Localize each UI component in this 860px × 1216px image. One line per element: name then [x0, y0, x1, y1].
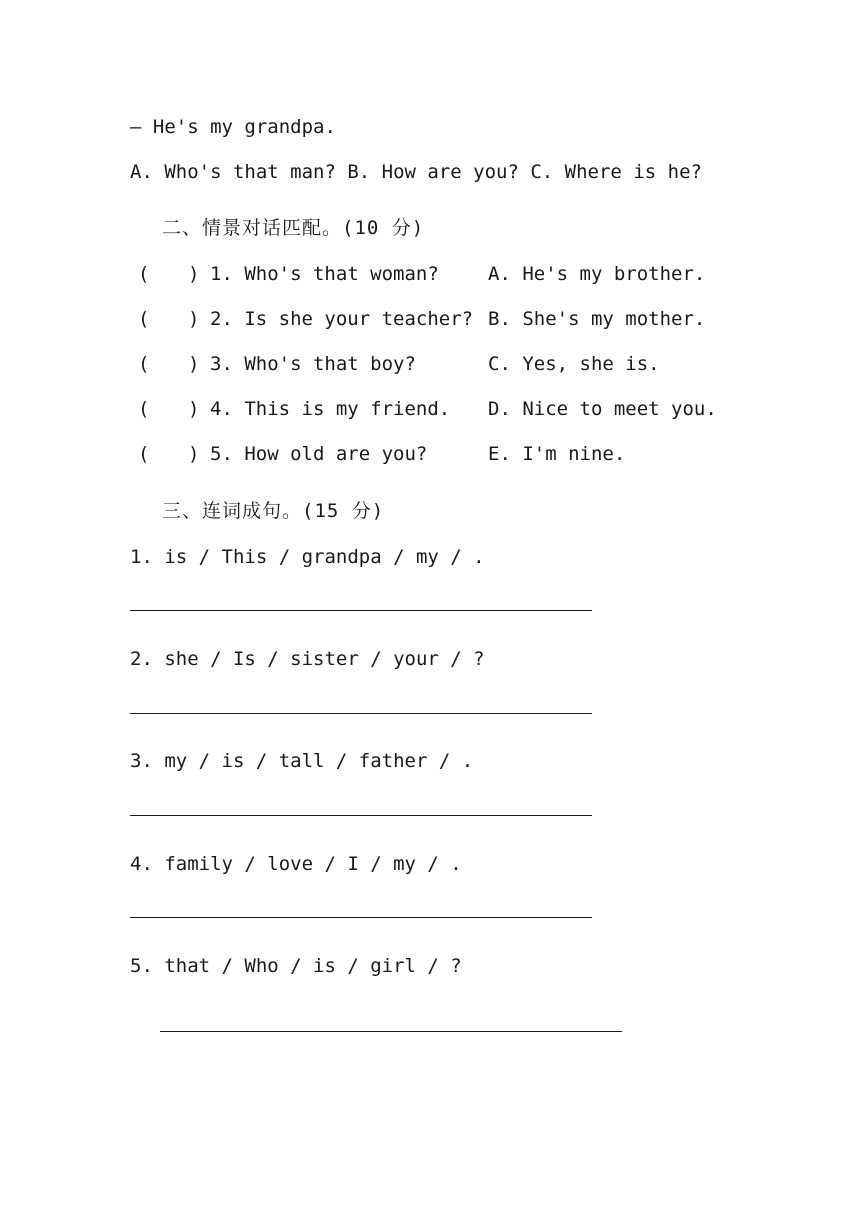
match-row-2 — [138, 308, 706, 332]
scramble-item-5: 5. that / Who / is / girl / ? — [130, 955, 462, 977]
match-question: 1. Who's that woman? — [210, 263, 439, 285]
answer-paren-open: ( — [138, 353, 150, 375]
answer-line-1[interactable] — [130, 610, 592, 611]
match-answer: A. He's my brother. — [488, 263, 706, 285]
answer-paren-close: ) — [188, 353, 200, 375]
scramble-item-3: 3. my / is / tall / father / . — [130, 750, 474, 772]
answer-line-2[interactable] — [130, 713, 592, 714]
scramble-item-1: 1. is / This / grandpa / my / . — [130, 546, 485, 568]
match-row-3 — [138, 353, 660, 377]
match-row-1 — [138, 263, 706, 287]
answer-line-5[interactable] — [160, 1031, 622, 1032]
answer-paren-open: ( — [138, 443, 150, 465]
match-answer: B. She's my mother. — [488, 308, 706, 330]
answer-paren-open: ( — [138, 263, 150, 285]
answer-paren-close: ) — [188, 443, 200, 465]
answer-line-3[interactable] — [130, 815, 592, 816]
options-line: A. Who's that man? B. How are you? C. Where is he? — [130, 161, 702, 183]
response-line: — He's my grandpa. — [130, 116, 336, 138]
answer-paren-close: ) — [188, 263, 200, 285]
section3-heading: 三、连词成句。(15 分) — [162, 500, 385, 522]
answer-paren-open: ( — [138, 398, 150, 420]
answer-paren-open: ( — [138, 308, 150, 330]
match-question: 5. How old are you? — [210, 443, 428, 465]
match-row-4 — [138, 398, 717, 422]
match-question: 2. Is she your teacher? — [210, 308, 474, 330]
match-answer: E. I'm nine. — [488, 443, 626, 465]
match-answer: D. Nice to meet you. — [488, 398, 717, 420]
section2-heading: 二、情景对话匹配。(10 分) — [162, 217, 425, 239]
match-row-5 — [138, 443, 626, 467]
answer-paren-close: ) — [188, 398, 200, 420]
match-question: 4. This is my friend. — [210, 398, 451, 420]
match-answer: C. Yes, she is. — [488, 353, 660, 375]
answer-line-4[interactable] — [130, 917, 592, 918]
match-question: 3. Who's that boy? — [210, 353, 416, 375]
answer-paren-close: ) — [188, 308, 200, 330]
scramble-item-4: 4. family / love / I / my / . — [130, 853, 462, 875]
scramble-item-2: 2. she / Is / sister / your / ? — [130, 648, 485, 670]
